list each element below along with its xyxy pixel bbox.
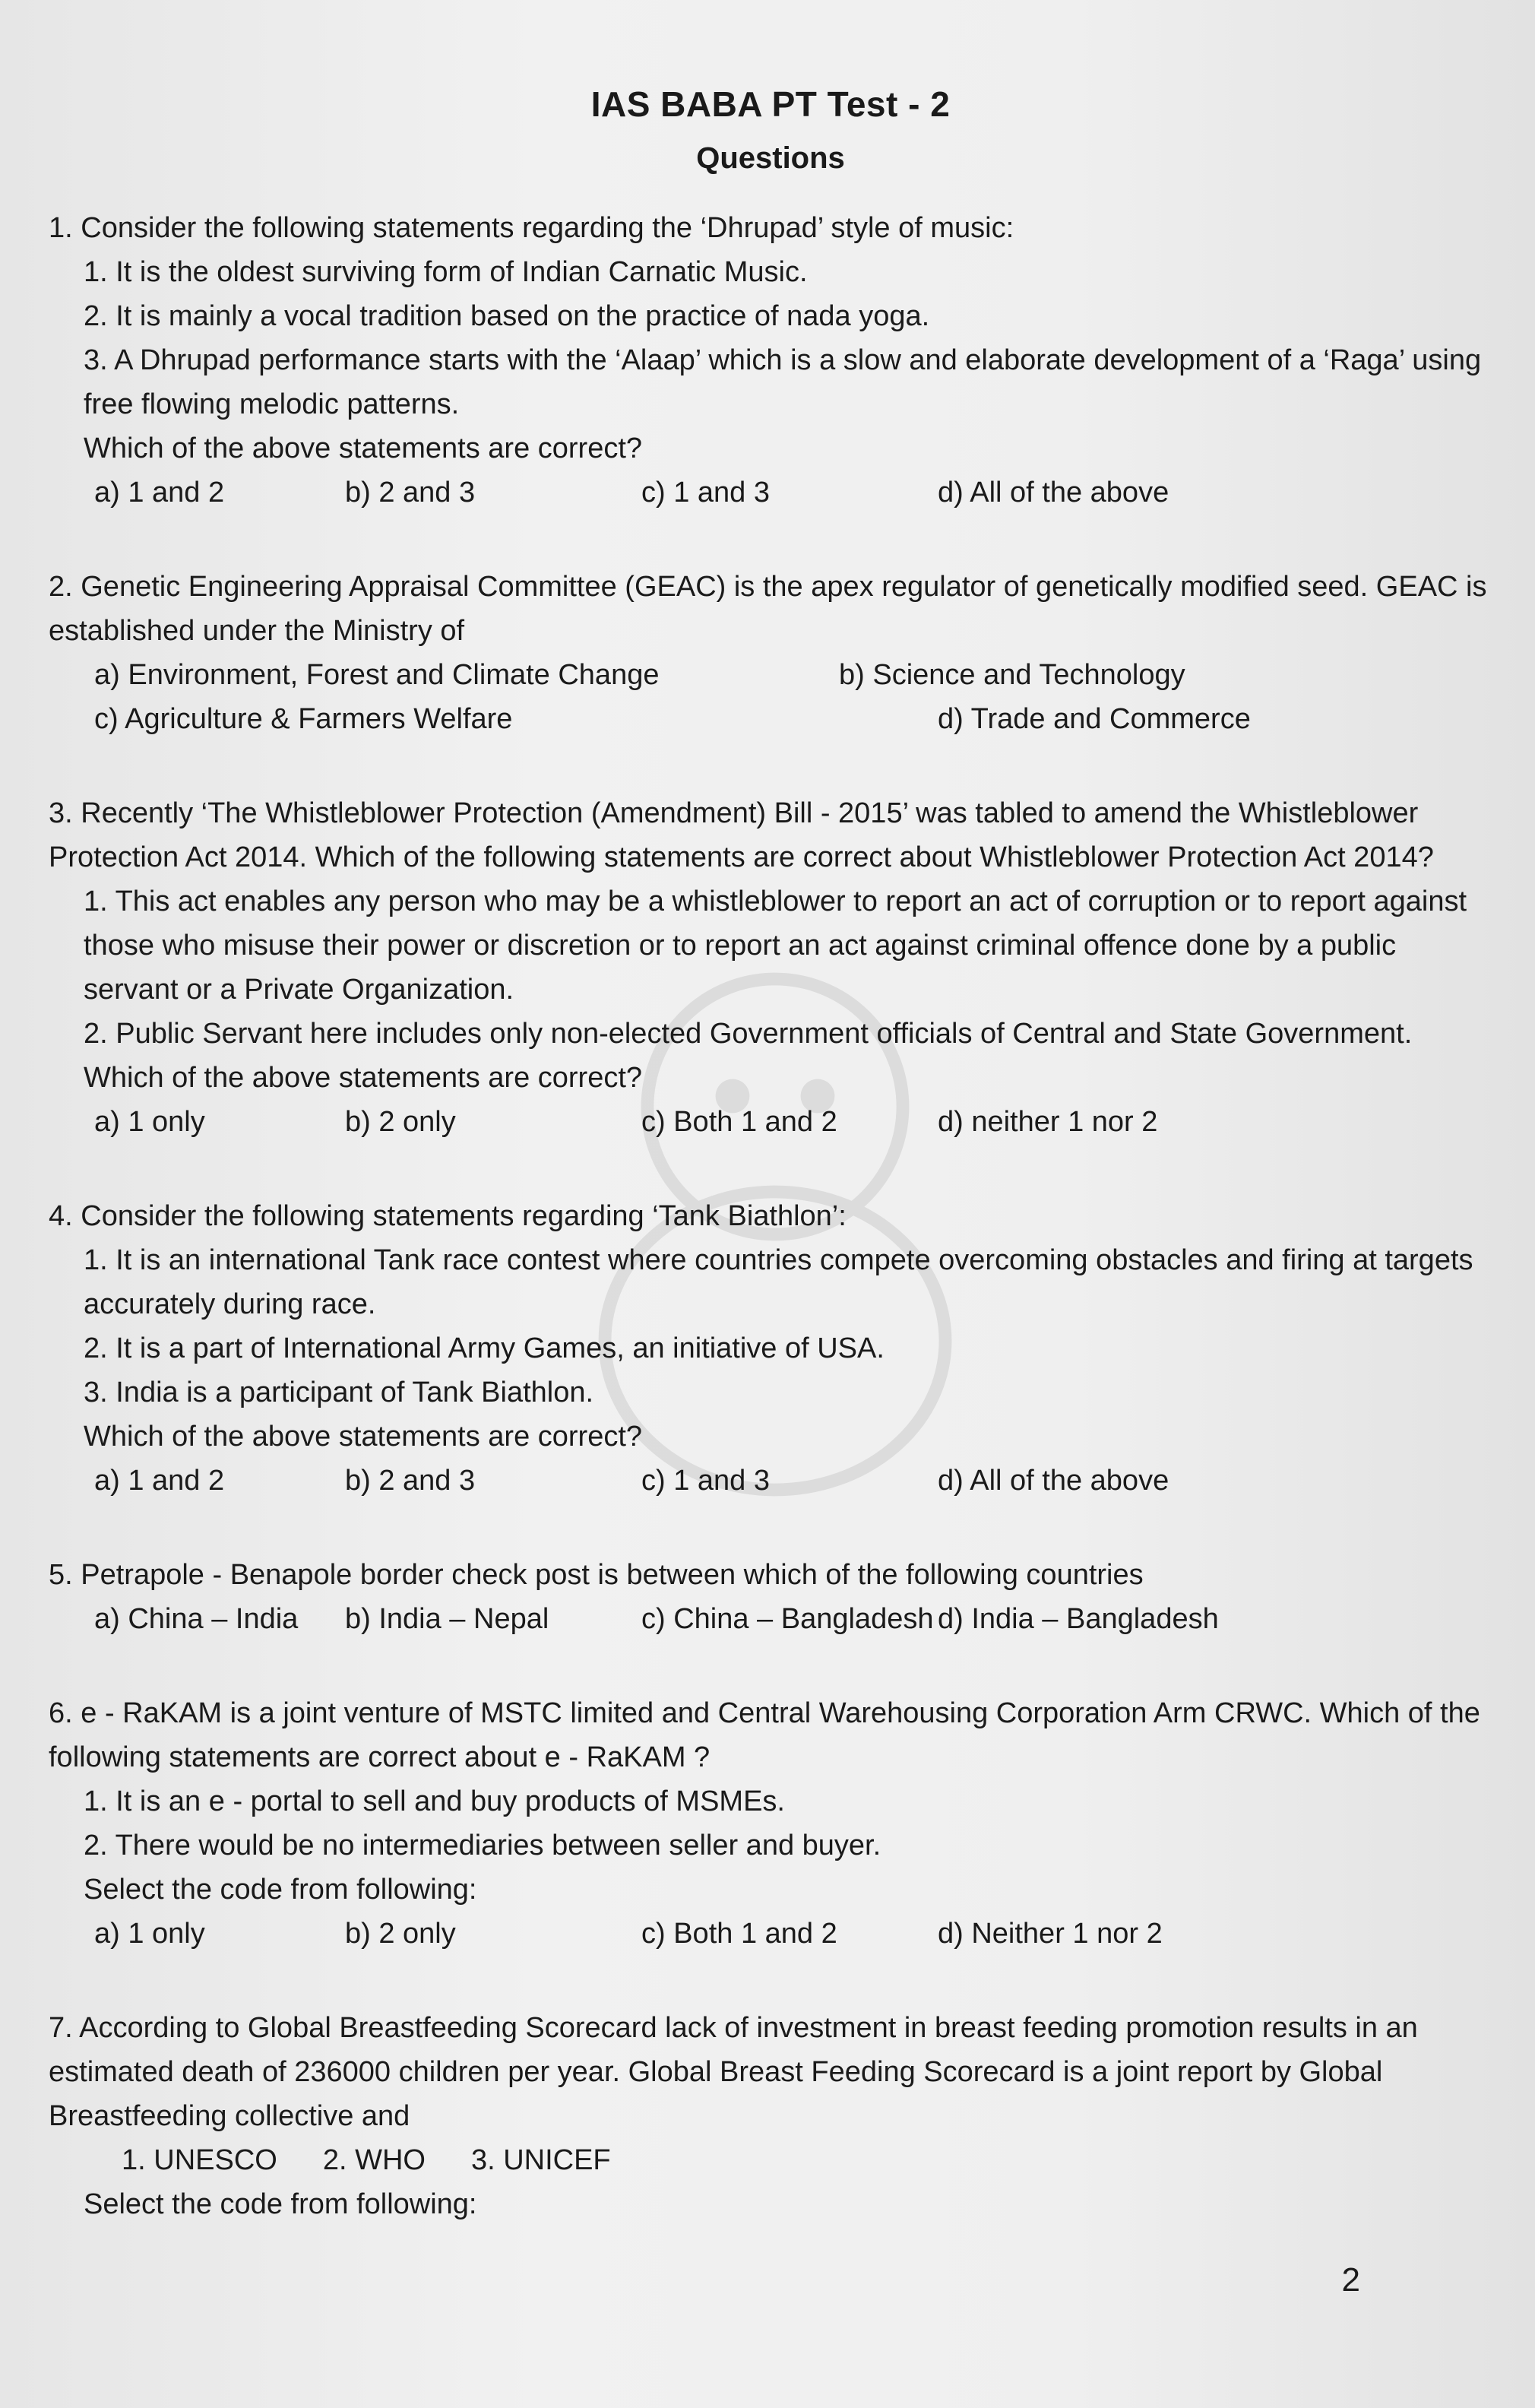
question-prompt: Select the code from following: (84, 1874, 477, 1906)
option-a: a) China – India (94, 1603, 299, 1635)
option-d: d) India – Bangladesh (938, 1603, 1219, 1635)
question-1 (49, 206, 1492, 515)
question-text: 3. Recently ‘The Whistleblower Protection (Amendment) Bill - 2015’ was tabled to amend the Whistleblower Protection Act 2014. Which of the following statements are correct about Whistleblower Protection Act 2014? (49, 797, 1434, 873)
question-7 (49, 2006, 1492, 2226)
option-a: a) 1 only (94, 1918, 205, 1950)
option-a: a) Environment, Forest and Climate Change (94, 659, 660, 691)
answer-options (49, 471, 1492, 515)
option-c: c) Agriculture & Farmers Welfare (94, 703, 513, 735)
statement: 2. It is mainly a vocal tradition based on the practice of nada yoga. (84, 300, 930, 332)
option-d: d) Neither 1 nor 2 (938, 1918, 1163, 1950)
option-b: b) Science and Technology (839, 659, 1185, 691)
option-b: b) India – Nepal (345, 1603, 549, 1635)
question-2 (49, 565, 1492, 741)
option-d: d) neither 1 nor 2 (938, 1106, 1158, 1138)
statement: 2. Public Servant here includes only non-elected Government officials of Central and State Government. (84, 1018, 1413, 1050)
statement: 2. There would be no intermediaries between seller and buyer. (84, 1830, 881, 1861)
question-text: 4. Consider the following statements regarding ‘Tank Biathlon’: (49, 1200, 847, 1232)
question-text: 6. e - RaKAM is a joint venture of MSTC limited and Central Warehousing Corporation Arm CRWC. Which of the following statements are correct about e - RaKAM ? (49, 1697, 1480, 1773)
question-3 (49, 791, 1492, 1144)
option-b: b) 2 only (345, 1918, 456, 1950)
statement: 2. It is a part of International Army Games, an initiative of USA. (84, 1332, 885, 1364)
question-6 (49, 1691, 1492, 1956)
answer-options (49, 653, 1492, 741)
page-title: IAS BABA PT Test - 2 (590, 84, 951, 124)
statement: 1. This act enables any person who may be a whistleblower to report an act of corruption or to report against those who misuse their power or discretion or to report an act against criminal offence done by a public servant or a Private Organization. (84, 886, 1467, 1006)
statement-list (49, 879, 1492, 1056)
page-number: 2 (1341, 2261, 1360, 2299)
option-c: c) 1 and 3 (641, 1465, 770, 1497)
option-a: a) 1 and 2 (94, 477, 225, 509)
question-5 (49, 1553, 1492, 1641)
statement-list (49, 1779, 1492, 1868)
page-content (49, 84, 1492, 2277)
statement-list (49, 250, 1492, 426)
question-text: 5. Petrapole - Benapole border check post is between which of the following countries (49, 1559, 1144, 1591)
inline-item-list (49, 2138, 1492, 2182)
statement: 3. A Dhrupad performance starts with the ‘Alaap’ which is a slow and elaborate development of a ‘Raga’ using free flowing melodic patterns. (84, 344, 1482, 420)
page-subtitle: Questions (696, 141, 845, 175)
statement: 1. It is the oldest surviving form of Indian Carnatic Music. (84, 256, 808, 288)
question-text: 2. Genetic Engineering Appraisal Committee (GEAC) is the apex regulator of genetically modified seed. GEAC is established under the Ministry of (49, 571, 1487, 647)
statement: 1. It is an e - portal to sell and buy products of MSMEs. (84, 1785, 785, 1817)
inline-item: 3. UNICEF (470, 2144, 611, 2176)
answer-options (49, 1459, 1492, 1503)
option-c: c) 1 and 3 (641, 477, 770, 509)
answer-options (49, 1100, 1492, 1144)
question-prompt: Select the code from following: (84, 2188, 477, 2220)
statement: 1. It is an international Tank race contest where countries compete overcoming obstacles and firing at targets accurately during race. (84, 1244, 1473, 1320)
statement: 3. India is a participant of Tank Biathlon. (84, 1377, 594, 1408)
option-a: a) 1 only (94, 1106, 205, 1138)
option-a: a) 1 and 2 (94, 1465, 225, 1497)
statement-list (49, 1238, 1492, 1415)
answer-options (49, 1912, 1492, 1956)
question-prompt: Which of the above statements are correct? (84, 1062, 643, 1094)
option-b: b) 2 and 3 (345, 1465, 476, 1497)
question-prompt: Which of the above statements are correct? (84, 432, 643, 464)
option-d: d) All of the above (938, 1465, 1169, 1497)
option-c: c) Both 1 and 2 (641, 1918, 837, 1950)
inline-item: 2. WHO (322, 2144, 426, 2176)
option-d: d) Trade and Commerce (938, 703, 1251, 735)
question-4 (49, 1194, 1492, 1503)
option-b: b) 2 and 3 (345, 477, 476, 509)
option-c: c) Both 1 and 2 (641, 1106, 837, 1138)
question-text: 1. Consider the following statements regarding the ‘Dhrupad’ style of music: (49, 212, 1014, 244)
option-b: b) 2 only (345, 1106, 456, 1138)
question-prompt: Which of the above statements are correct? (84, 1421, 643, 1453)
option-d: d) All of the above (938, 477, 1169, 509)
answer-options (49, 1597, 1492, 1641)
question-text: 7. According to Global Breastfeeding Scorecard lack of investment in breast feeding promotion results in an estimated death of 236000 children per year. Global Breast Feeding Scorecard is a joint report by Global Breastfeeding collective and (49, 2012, 1418, 2132)
inline-item: 1. UNESCO (122, 2144, 277, 2176)
option-c: c) China – Bangladesh (641, 1603, 934, 1635)
